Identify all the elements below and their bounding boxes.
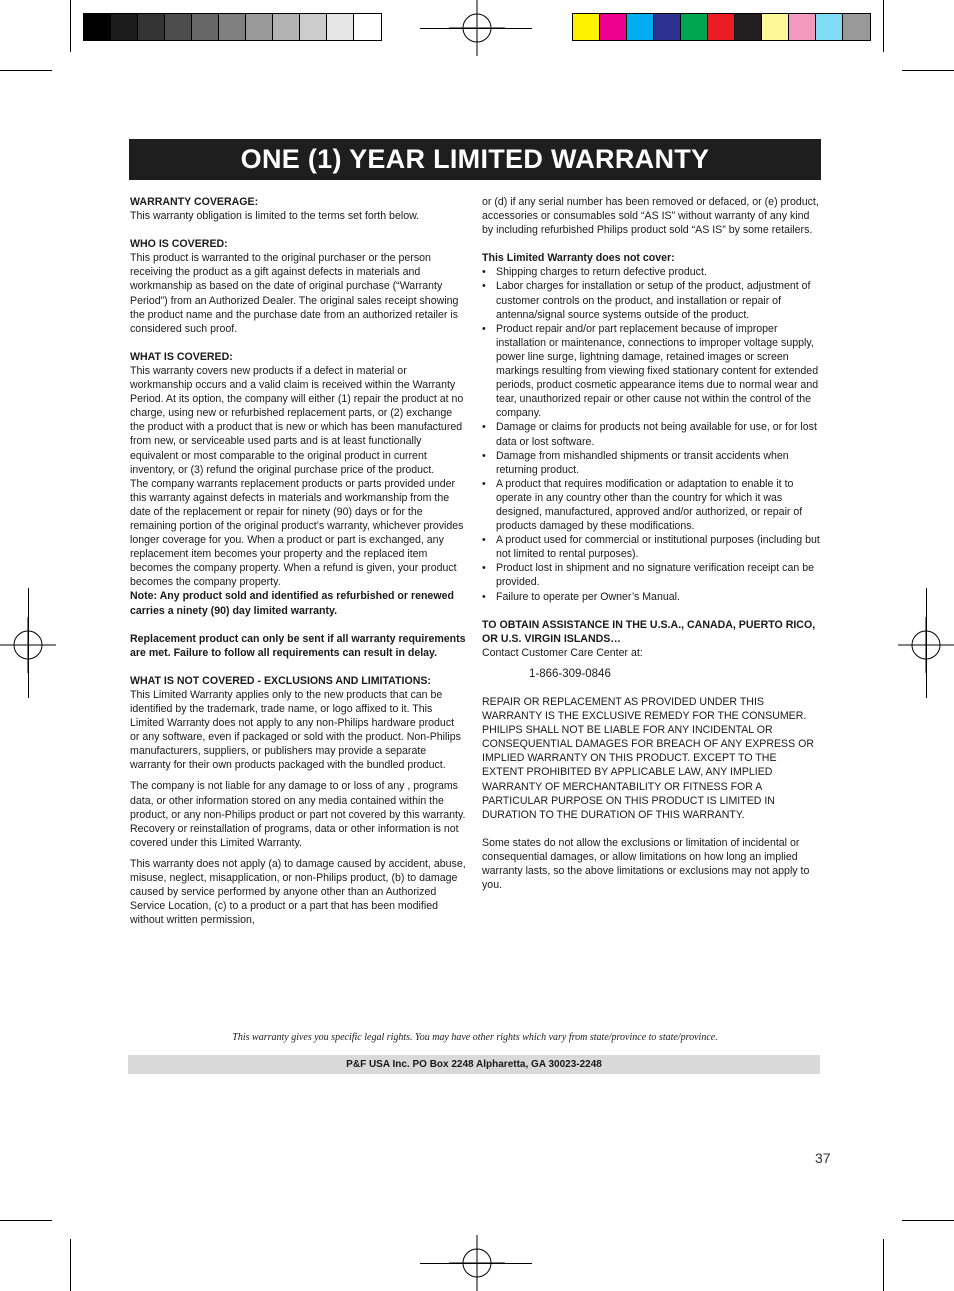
section-heading: TO OBTAIN ASSISTANCE IN THE U.S.A., CANADA, PUERTO RICO, OR U.S. VIRGIN ISLANDS… xyxy=(482,618,816,645)
paragraph: REPAIR OR REPLACEMENT AS PROVIDED UNDER THIS WARRANTY IS THE EXCLUSIVE REMEDY FOR THE CONSUMER. PHILIPS SHALL NOT BE LIABLE FOR ANY INCIDENTAL OR CONSEQUENTIAL DAMAGES FOR BREACH OF ANY EXPRESS OR IMPLIED WARRANTY ON THIS PRODUCT. EXCEPT TO THE EXTENT PROHIBITED BY APPLICABLE LAW, ANY IMPLIED WARRANTY OF MERCHANTABILITY OR FITNESS FOR A PARTICULAR PURPOSE ON THIS PRODUCT IS LIMITED IN DURATION TO THE DURATION OF THIS WARRANTY. xyxy=(482,696,815,821)
list-item: • A product that requires modification or adaptation to enable it to operate in any country other than the country for which it was designed, manufactured, approved and/or authorized, or repair of products damaged by these modifications. xyxy=(482,477,820,533)
color-swatch xyxy=(627,14,654,40)
page-number: 37 xyxy=(815,1150,831,1166)
color-swatch xyxy=(735,14,762,40)
process-color-bar xyxy=(572,13,871,41)
crop-mark xyxy=(28,588,29,698)
paragraph: The company warrants replacement products or parts provided under this warranty against defects in materials and workmanship from the date of the replacement or repair for ninety (90) days or for the remaining portion of the original product’s warranty, whichever provides longer coverage for you. When a product or part is exchanged, any replacement item becomes your property and the replaced item becomes the company property. When a refund is given, your product becomes the company property. xyxy=(130,477,464,589)
color-swatch xyxy=(354,14,381,40)
list-item: • A product used for commercial or institutional purposes (including but not limited to rental purposes). xyxy=(482,533,820,561)
crop-mark xyxy=(902,70,954,71)
color-swatch xyxy=(762,14,789,40)
paragraph: The company is not liable for any damage to or loss of any , programs data, or other information stored on any media contained within the product, or any non-Philips product or part not covered by this warranty. Recovery or reinstallation of programs, data or other information is not covered under this Limited Warranty. xyxy=(130,780,466,849)
address-bar: P&F USA Inc. PO Box 2248 Alpharetta, GA 30023-2248 xyxy=(128,1055,820,1074)
crop-mark xyxy=(902,1220,954,1221)
list-item: • Damage or claims for products not being available for use, or for lost data or lost software. xyxy=(482,420,820,448)
paragraph: This warranty does not apply (a) to damage caused by accident, abuse, misuse, neglect, misapplication, or non-Philips product, (b) to damage caused by service performed by anyone other than an Authorized Service Location, (c) to a product or a part that has been modified without written permission, xyxy=(130,857,466,927)
color-swatch xyxy=(192,14,219,40)
section-heading: WARRANTY COVERAGE: xyxy=(130,196,259,208)
color-swatch xyxy=(300,14,327,40)
paragraph: Some states do not allow the exclusions or limitation of incidental or consequential damages, or allow limitations on how long an implied warranty lasts, so the above limitations or exclusions may not apply to you. xyxy=(482,836,810,892)
crop-mark xyxy=(0,1220,52,1221)
note-paragraph: Note: Any product sold and identified as refurbished or renewed carries a ninety (90) day limited warranty. xyxy=(130,590,454,617)
crop-mark xyxy=(420,28,532,29)
section-heading: This Limited Warranty does not cover: xyxy=(482,252,675,265)
color-swatch xyxy=(327,14,354,40)
crop-mark xyxy=(70,1239,71,1291)
section-heading: WHO IS COVERED: xyxy=(130,238,228,251)
list-item: • Product repair and/or part replacement because of improper installation or maintenance, connections to improper voltage supply, power line surge, lightning damage, retained images or screen markings resulting from viewing fixed stationary content for extended periods, product cosmetic appearance items due to normal wear and tear, unauthorized repair or other cause not within the control of the company. xyxy=(482,322,820,421)
color-swatch xyxy=(600,14,627,40)
list-item: • Shipping charges to return defective product. xyxy=(482,265,820,279)
grayscale-color-bar xyxy=(83,13,382,41)
color-swatch xyxy=(816,14,843,40)
paragraph: This warranty covers new products if a defect in material or workmanship occurs and a valid claim is received within the Warranty Period. At its option, the company will either (1) repair the product at no charge, using new or refurbished replacement parts, or (2) exchange the product with a product that is new or which has been manufactured from new, or serviceable used parts and is at least functionally equivalent or most comparable to the original product in current inventory, or (3) refund the original purchase price of the product. xyxy=(130,364,464,476)
paragraph: Contact Customer Care Center at: xyxy=(482,646,643,659)
color-swatch xyxy=(681,14,708,40)
color-swatch xyxy=(273,14,300,40)
crop-mark xyxy=(926,588,927,698)
color-swatch xyxy=(165,14,192,40)
page-title: ONE (1) YEAR LIMITED WARRANTY xyxy=(129,139,821,180)
color-swatch xyxy=(654,14,681,40)
crop-mark xyxy=(70,0,71,52)
color-swatch xyxy=(111,14,138,40)
section-heading: WHAT IS COVERED: xyxy=(130,350,233,363)
right-column xyxy=(482,195,820,892)
list-item: • Product lost in shipment and no signature verification receipt can be provided. xyxy=(482,561,820,589)
paragraph: This warranty obligation is limited to the terms set forth below. xyxy=(130,210,420,223)
color-swatch xyxy=(138,14,165,40)
color-swatch xyxy=(246,14,273,40)
crop-mark xyxy=(420,1263,532,1264)
phone-number: 1-866-309-0846 xyxy=(529,667,611,680)
left-column xyxy=(130,195,466,927)
color-swatch xyxy=(708,14,735,40)
paragraph: or (d) if any serial number has been removed or defaced, or (e) product, accessories or consumables sold “AS IS” without warranty of any kind by including refurbished Philips product sold “AS IS” by some retailers. xyxy=(482,196,819,237)
color-swatch xyxy=(843,14,870,40)
exclusion-list xyxy=(482,265,820,603)
color-swatch xyxy=(219,14,246,40)
list-item: • Damage from mishandled shipments or transit accidents when returning product. xyxy=(482,449,820,477)
paragraph: This product is warranted to the original purchaser or the person receiving the product as a gift against defects in materials and workmanship as based on the date of original purchase (“Warranty Period”) from an Authorized Dealer. The original sales receipt showing the product name and the purchase date from an authorized retailer is considered such proof. xyxy=(130,252,459,335)
paragraph: This Limited Warranty applies only to the new products that can be identified by the trademark, trade name, or logo affixed to it. This Limited Warranty does not apply to any non-Philips hardware product or any software, even if packaged or sold with the product. Non-Philips manufacturers, suppliers, or publishers may provide a separate warranty for their own products packaged with the bundled product. xyxy=(130,688,461,772)
footnote: This warranty gives you specific legal rights. You may have other rights which vary from state/province to state/province. xyxy=(232,1032,718,1043)
list-item: • Failure to operate per Owner’s Manual. xyxy=(482,590,820,604)
color-swatch xyxy=(789,14,816,40)
list-item: • Labor charges for installation or setup of the product, adjustment of customer controls on the product, and installation or repair of antenna/signal source systems outside of the product. xyxy=(482,279,820,321)
color-swatch xyxy=(84,14,111,40)
section-heading: WHAT IS NOT COVERED - EXCLUSIONS AND LIMITATIONS: xyxy=(130,674,431,687)
replacement-paragraph: Replacement product can only be sent if all warranty requirements are met. Failure to follow all requirements can result in delay. xyxy=(130,632,466,659)
crop-mark xyxy=(883,1239,884,1291)
crop-mark xyxy=(883,0,884,52)
crop-mark xyxy=(0,70,52,71)
color-swatch xyxy=(573,14,600,40)
